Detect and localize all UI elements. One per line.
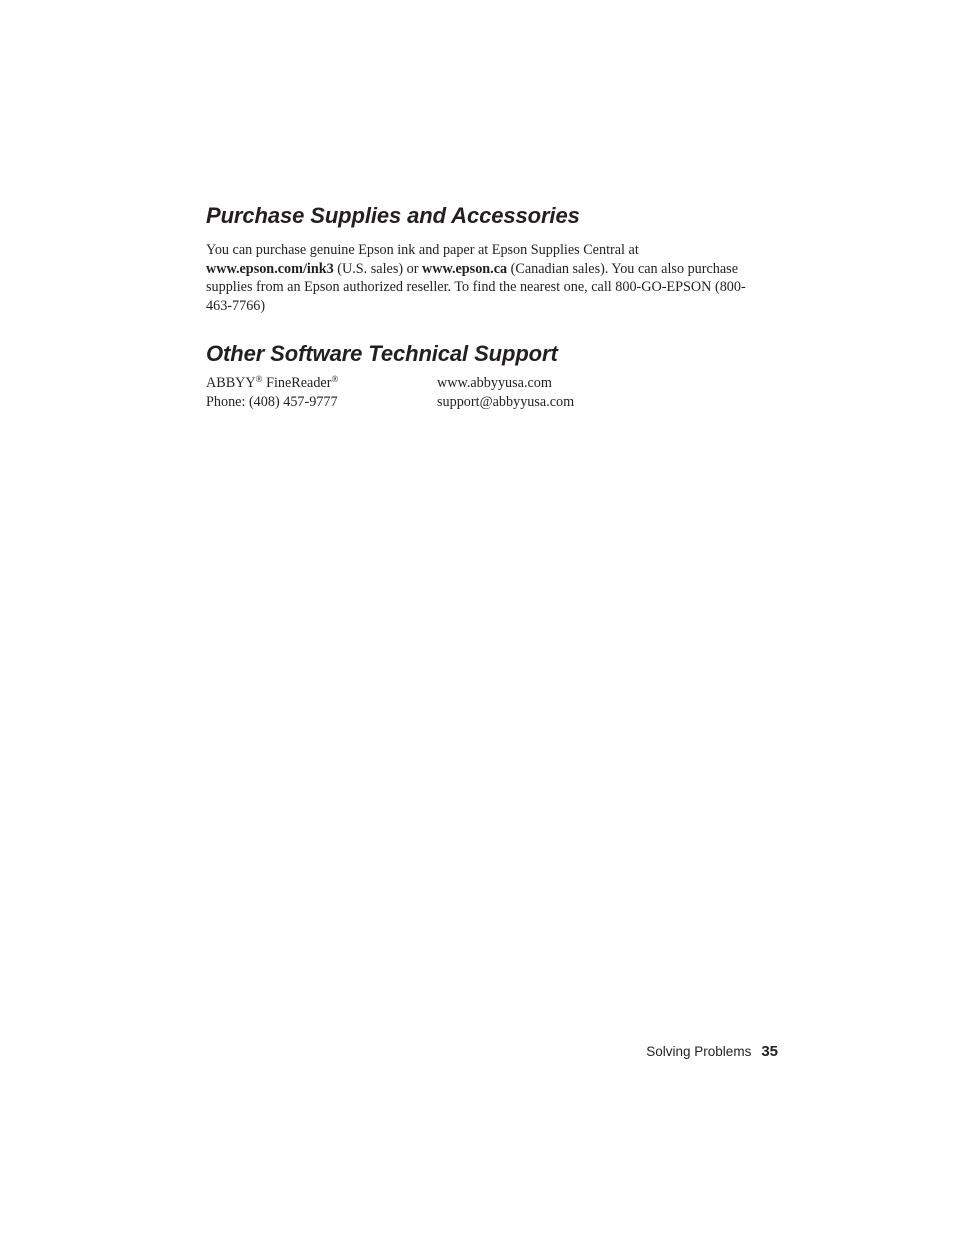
page-number: 35 [761, 1043, 778, 1060]
epson-us-link[interactable]: www.epson.com/ink3 [206, 260, 334, 277]
finereader-name: FineReader [262, 375, 332, 391]
other-software-support-heading: Other Software Technical Support [206, 341, 558, 366]
purchase-text-intro: You can purchase genuine Epson ink and paper at Epson Supplies Central at [206, 242, 639, 258]
abbyy-product-name [206, 374, 338, 393]
page-footer [560, 1042, 778, 1062]
abbyy-support-row-product [206, 374, 706, 393]
purchase-supplies-paragraph [206, 241, 766, 315]
purchase-text-rest: (Canadian sales). You can also purchase supplies from an Epson authorized reseller. To find the nearest one, call 800-GO-EPSON (800-463-7766) [206, 260, 746, 314]
footer-section-name: Solving Problems [646, 1044, 752, 1059]
abbyy-support-row-contact [206, 393, 706, 412]
abbyy-phone: Phone: (408) 457-9777 [206, 394, 338, 410]
abbyy-email-link[interactable]: support@abbyyusa.com [437, 394, 575, 410]
abbyy-website-link[interactable]: www.abbyyusa.com [437, 375, 552, 391]
registered-trademark-mark: ® [331, 374, 339, 384]
purchase-text-us-sales: (U.S. sales) or [333, 260, 422, 277]
registered-trademark-mark: ® [255, 374, 263, 384]
epson-ca-link[interactable]: www.epson.ca [421, 260, 508, 277]
abbyy-brand: ABBYY [206, 375, 256, 391]
purchase-supplies-heading: Purchase Supplies and Accessories [206, 203, 580, 228]
